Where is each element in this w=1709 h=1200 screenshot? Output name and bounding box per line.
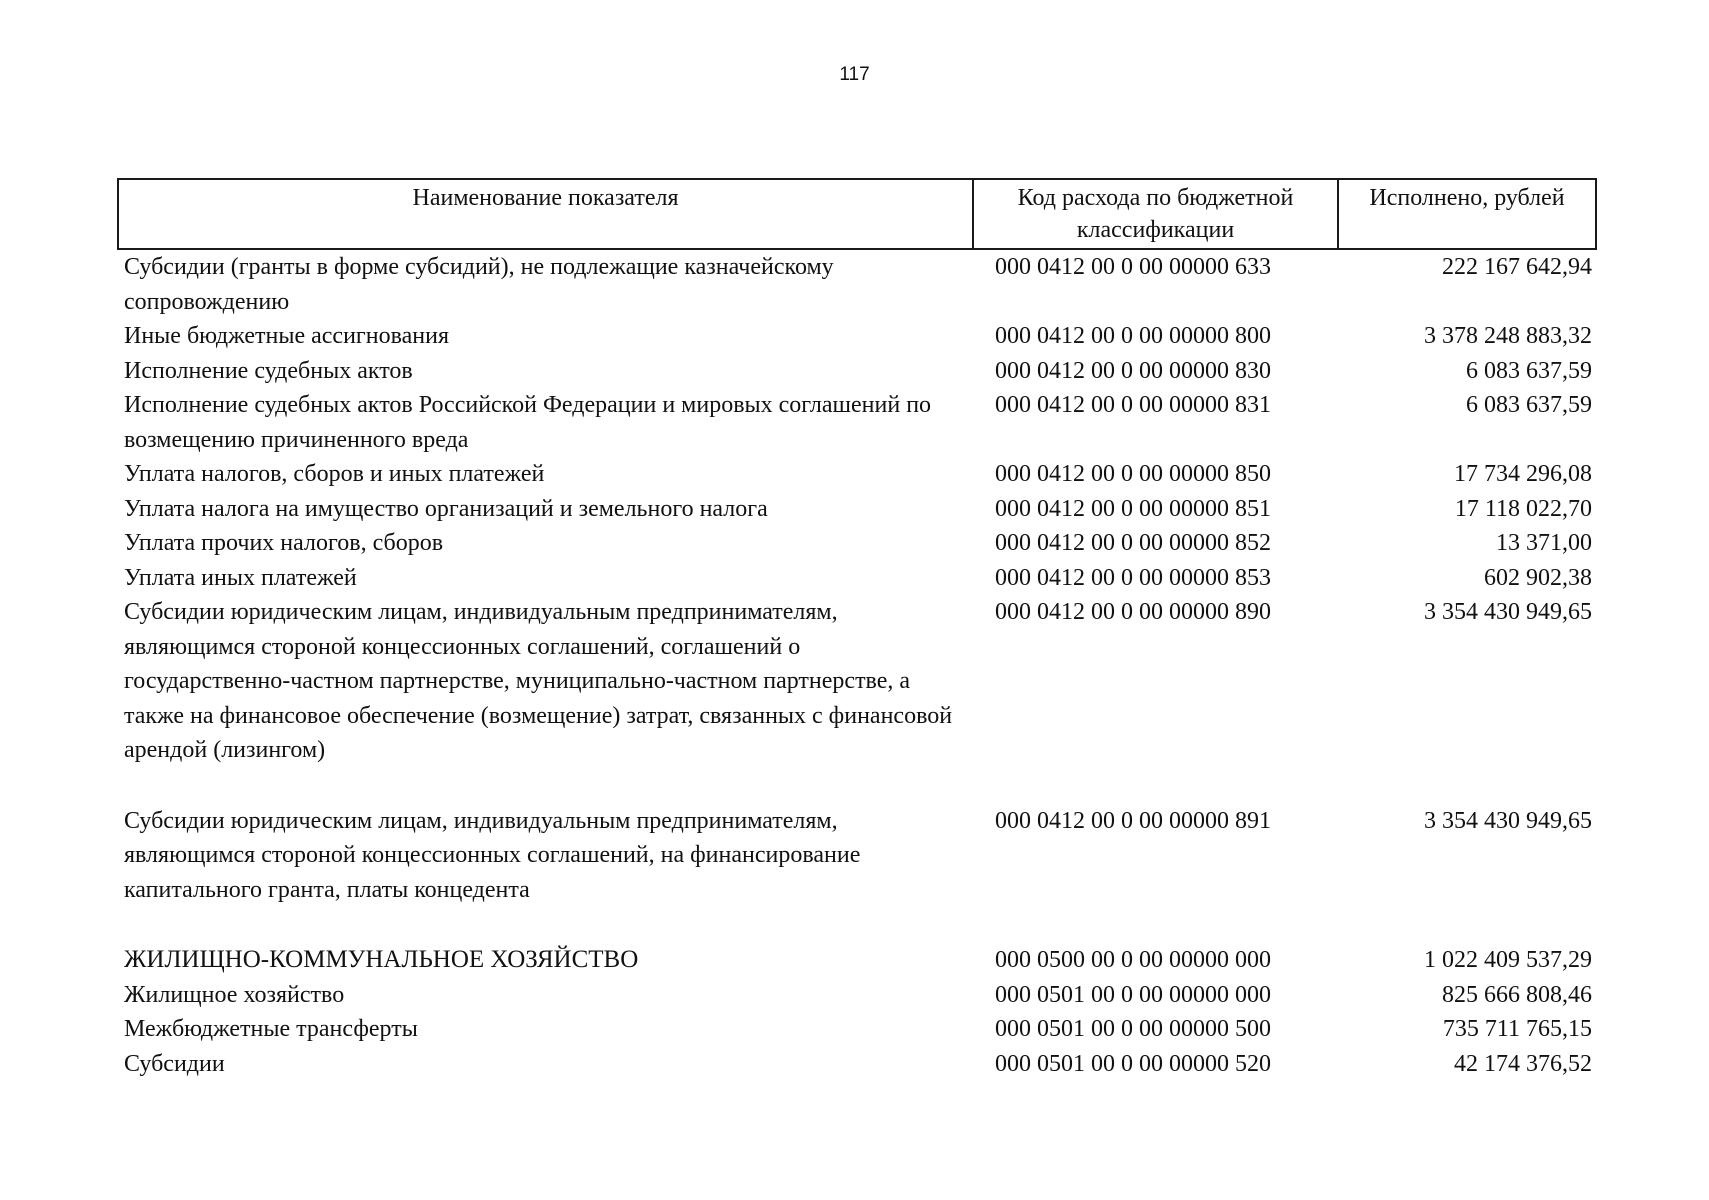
- budget-code: 000 0412 00 0 00 00000 633: [995, 254, 1271, 280]
- budget-code: 000 0501 00 0 00 00000 000: [995, 981, 1271, 1008]
- header-executed-amount: Исполнено, рублей: [1338, 179, 1596, 249]
- executed-amount: 735 711 765,15: [1442, 1016, 1592, 1042]
- executed-amount: 1 022 409 537,29: [1424, 947, 1592, 973]
- budget-code: 000 0412 00 0 00 00000 852: [995, 530, 1271, 556]
- executed-amount: 825 666 808,46: [1442, 981, 1592, 1008]
- header-budget-code: Код расхода по бюджетной классификации: [973, 179, 1338, 249]
- indicator-name: Уплата иных платежей: [124, 564, 357, 591]
- indicator-name: Уплата налога на имущество организаций и земельного налога: [124, 495, 768, 522]
- executed-amount: 17 118 022,70: [1454, 495, 1592, 522]
- expenditure-table: [117, 178, 1597, 1081]
- table-row: [118, 595, 1596, 804]
- executed-amount: 3 354 430 949,65: [1424, 599, 1592, 625]
- table-row: [118, 457, 1596, 492]
- table-row: [118, 354, 1596, 389]
- budget-code: 000 0412 00 0 00 00000 851: [995, 495, 1271, 522]
- table-row: [118, 561, 1596, 596]
- executed-amount: 3 378 248 883,32: [1424, 323, 1592, 349]
- header-indicator-name: Наименование показателя: [118, 179, 973, 249]
- indicator-name: Исполнение судебных актов Российской Федерации и мировых соглашений по возмещению причиненного вреда: [124, 392, 932, 453]
- table-row: [118, 1047, 1596, 1082]
- table-row: [118, 978, 1596, 1013]
- executed-amount: 222 167 642,94: [1442, 254, 1592, 280]
- indicator-name: Исполнение судебных актов: [124, 357, 413, 384]
- page-number: 117: [839, 64, 870, 85]
- table-row: [118, 526, 1596, 561]
- budget-code: 000 0412 00 0 00 00000 853: [995, 564, 1271, 591]
- table-row: [118, 388, 1596, 457]
- table-header-row: [118, 179, 1596, 249]
- budget-execution-table: [117, 178, 1595, 1081]
- indicator-name: Иные бюджетные ассигнования: [124, 323, 449, 349]
- table-row: [118, 804, 1596, 944]
- budget-code: 000 0501 00 0 00 00000 520: [995, 1050, 1271, 1077]
- table-row: [118, 249, 1596, 319]
- executed-amount: 3 354 430 949,65: [1424, 807, 1592, 834]
- indicator-name: Субсидии (гранты в форме субсидий), не подлежащие казначейскому сопровождению: [124, 254, 834, 315]
- executed-amount: 42 174 376,52: [1454, 1050, 1592, 1077]
- budget-code: 000 0412 00 0 00 00000 831: [995, 392, 1271, 418]
- executed-amount: 17 734 296,08: [1454, 461, 1592, 487]
- budget-code: 000 0500 00 0 00 00000 000: [995, 947, 1271, 973]
- budget-code: 000 0501 00 0 00 00000 500: [995, 1016, 1271, 1042]
- executed-amount: 6 083 637,59: [1466, 392, 1592, 418]
- budget-code: 000 0412 00 0 00 00000 890: [995, 599, 1271, 625]
- indicator-name: Субсидии юридическим лицам, индивидуальным предпринимателям, являющимся стороной концессионных соглашений, на финансирование капитального гранта, платы концедента: [124, 807, 861, 903]
- budget-code: 000 0412 00 0 00 00000 891: [995, 807, 1271, 834]
- table-row: [118, 492, 1596, 527]
- executed-amount: 602 902,38: [1484, 564, 1592, 591]
- indicator-name: Межбюджетные трансферты: [124, 1016, 418, 1042]
- budget-code: 000 0412 00 0 00 00000 800: [995, 323, 1271, 349]
- section-row: [118, 943, 1596, 978]
- indicator-name: Субсидии: [124, 1050, 225, 1077]
- executed-amount: 6 083 637,59: [1466, 357, 1592, 384]
- executed-amount: 13 371,00: [1496, 530, 1592, 556]
- table-row: [118, 1012, 1596, 1047]
- section-name: ЖИЛИЩНО-КОММУНАЛЬНОЕ ХОЗЯЙСТВО: [124, 946, 639, 973]
- indicator-name: Субсидии юридическим лицам, индивидуальным предпринимателям, являющимся стороной концессионных соглашений, соглашений о государственно-частном партнерстве, муниципально-частном партнерстве, а также на финансовое обеспечение (возмещение) затрат, связанных с финансовой арендой (лизингом): [124, 599, 953, 763]
- indicator-name: Уплата налогов, сборов и иных платежей: [124, 461, 545, 487]
- indicator-name: Жилищное хозяйство: [124, 981, 345, 1008]
- budget-code: 000 0412 00 0 00 00000 830: [995, 357, 1271, 384]
- indicator-name: Уплата прочих налогов, сборов: [124, 530, 444, 556]
- table-row: [118, 319, 1596, 354]
- budget-code: 000 0412 00 0 00 00000 850: [995, 461, 1271, 487]
